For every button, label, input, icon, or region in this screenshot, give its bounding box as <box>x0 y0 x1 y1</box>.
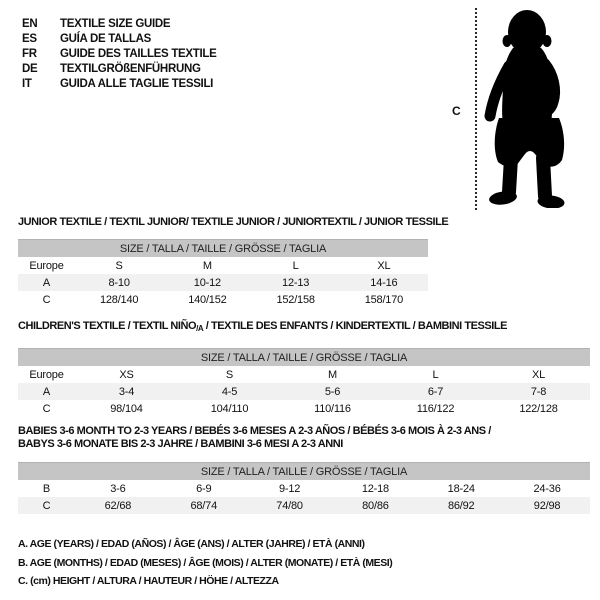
babies-table-title-line1: BABIES 3-6 MONTH TO 2-3 YEARS / BEBÉS 3-6 MESES A 2-3 AÑOS / BÉBÉS 3-6 MOIS À 2-3 ANS / <box>18 425 491 437</box>
row-label: B <box>42 482 51 495</box>
cell: 74/80 <box>247 497 333 514</box>
table-row <box>18 274 428 291</box>
cell: 92/98 <box>504 497 590 514</box>
table-header-row <box>18 349 590 367</box>
row-label: A <box>18 274 75 291</box>
cell: 86/92 <box>418 497 504 514</box>
row-label: Europe <box>29 259 64 272</box>
table-row <box>18 291 428 308</box>
table-row <box>18 400 590 417</box>
table-row <box>18 383 590 400</box>
language-title: GUÍA DE TALLAS <box>60 33 151 45</box>
table-row <box>18 497 590 514</box>
babies-textile-section <box>18 425 590 514</box>
junior-table-title: JUNIOR TEXTILE / TEXTIL JUNIOR/ TEXTILE JUNIOR / JUNIORTEXTIL / JUNIOR TESSILE <box>18 216 449 228</box>
height-measure-dotted-line <box>475 8 477 210</box>
language-code: ES <box>22 33 37 45</box>
row-label: C <box>42 293 51 306</box>
cell: 152/158 <box>276 293 315 306</box>
language-row <box>22 47 217 62</box>
cell: 8-10 <box>75 274 163 291</box>
language-code: EN <box>22 18 38 30</box>
row-label: Europe <box>29 368 64 381</box>
cell: 18-24 <box>447 482 475 495</box>
cell: M <box>328 368 337 381</box>
table-row <box>18 366 590 383</box>
row-label: C <box>42 402 51 415</box>
cell: 14-16 <box>340 274 428 291</box>
cell: 12-13 <box>252 274 340 291</box>
cell: L <box>292 259 299 272</box>
cell: 6-9 <box>196 482 212 495</box>
table-row <box>18 257 428 274</box>
cell: 104/110 <box>210 402 249 415</box>
cell: 4-5 <box>178 383 281 400</box>
language-title: GUIDE DES TAILLES TEXTILE <box>60 48 217 60</box>
size-header-bar: SIZE / TALLA / TAILLE / GRÖSSE / TAGLIA <box>18 349 590 367</box>
cell: 128/140 <box>99 293 139 306</box>
cell: 24-36 <box>533 482 561 495</box>
row-label: C <box>18 497 75 514</box>
cell: 158/170 <box>364 293 404 306</box>
title-subscript: /A <box>196 324 204 333</box>
cell: XL <box>377 259 391 272</box>
cell: 12-18 <box>361 482 389 495</box>
baby-silhouette-icon <box>483 6 589 208</box>
cell: 80/86 <box>332 497 418 514</box>
cell: 7-8 <box>487 383 590 400</box>
height-measure-label: C <box>452 104 461 118</box>
cell: 98/104 <box>110 402 143 415</box>
cell: 122/128 <box>519 402 558 415</box>
language-row <box>22 62 217 77</box>
legend-line-b: B. AGE (MONTHS) / EDAD (MESES) / ÂGE (MOIS) / ALTER (MONATE) / ETÀ (MESI) <box>18 556 393 569</box>
legend-line-a: A. AGE (YEARS) / EDAD (AÑOS) / ÂGE (ANS) / ALTER (JAHRE) / ETÀ (ANNI) <box>18 538 365 550</box>
cell: 10-12 <box>163 274 251 291</box>
legend-line-c: C. (cm) HEIGHT / ALTURA / HAUTEUR / HÖHE / ALTEZZA <box>18 575 279 587</box>
size-header-bar: SIZE / TALLA / TAILLE / GRÖSSE / TAGLIA <box>18 463 590 481</box>
size-header-bar: SIZE / TALLA / TAILLE / GRÖSSE / TAGLIA <box>18 240 428 258</box>
cell: S <box>115 259 123 272</box>
language-title: GUIDA ALLE TAGLIE TESSILI <box>60 78 214 90</box>
cell: 5-6 <box>281 383 384 400</box>
cell: 3-4 <box>75 383 178 400</box>
cell: 110/116 <box>314 402 351 415</box>
cell: 3-6 <box>110 482 126 495</box>
junior-textile-section <box>18 216 448 308</box>
language-row <box>22 32 217 47</box>
language-row <box>22 17 217 32</box>
language-code: DE <box>22 63 38 75</box>
cell: L <box>432 368 439 381</box>
title-part: / TEXTILE DES ENFANTS / KINDERTEXTIL / BAMBINI TESSILE <box>203 320 508 332</box>
language-title: TEXTILE SIZE GUIDE <box>60 18 171 30</box>
babies-size-table <box>18 462 590 514</box>
cell: 116/122 <box>416 402 455 415</box>
cell: M <box>202 259 212 272</box>
childrens-size-table <box>18 348 590 417</box>
cell: XL <box>531 368 546 381</box>
junior-size-table <box>18 239 428 308</box>
language-code: FR <box>22 48 37 60</box>
table-header-row <box>18 463 590 481</box>
cell: 68/74 <box>161 497 247 514</box>
cell: XS <box>119 368 134 381</box>
language-row <box>22 77 217 92</box>
table-header-row <box>18 240 428 258</box>
title-part: CHILDREN'S TEXTILE / TEXTIL NIÑO <box>18 320 197 332</box>
cell: 6-7 <box>384 383 487 400</box>
language-title: TEXTILGRÖßENFÜHRUNG <box>60 63 201 75</box>
cell: 62/68 <box>75 497 161 514</box>
table-row <box>18 480 590 497</box>
cell: S <box>225 368 234 381</box>
language-code: IT <box>22 78 32 90</box>
babies-table-title-line2: BABYS 3-6 MONATE BIS 2-3 JAHRE / BAMBINI 3-6 MESI A 2-3 ANNI <box>18 438 343 450</box>
measure-legend <box>18 535 392 591</box>
cell: 140/152 <box>188 293 227 306</box>
row-label: A <box>18 383 75 400</box>
childrens-table-title <box>18 320 590 335</box>
language-title-list <box>22 17 217 92</box>
cell: 9-12 <box>278 482 301 495</box>
childrens-textile-section <box>18 320 590 417</box>
